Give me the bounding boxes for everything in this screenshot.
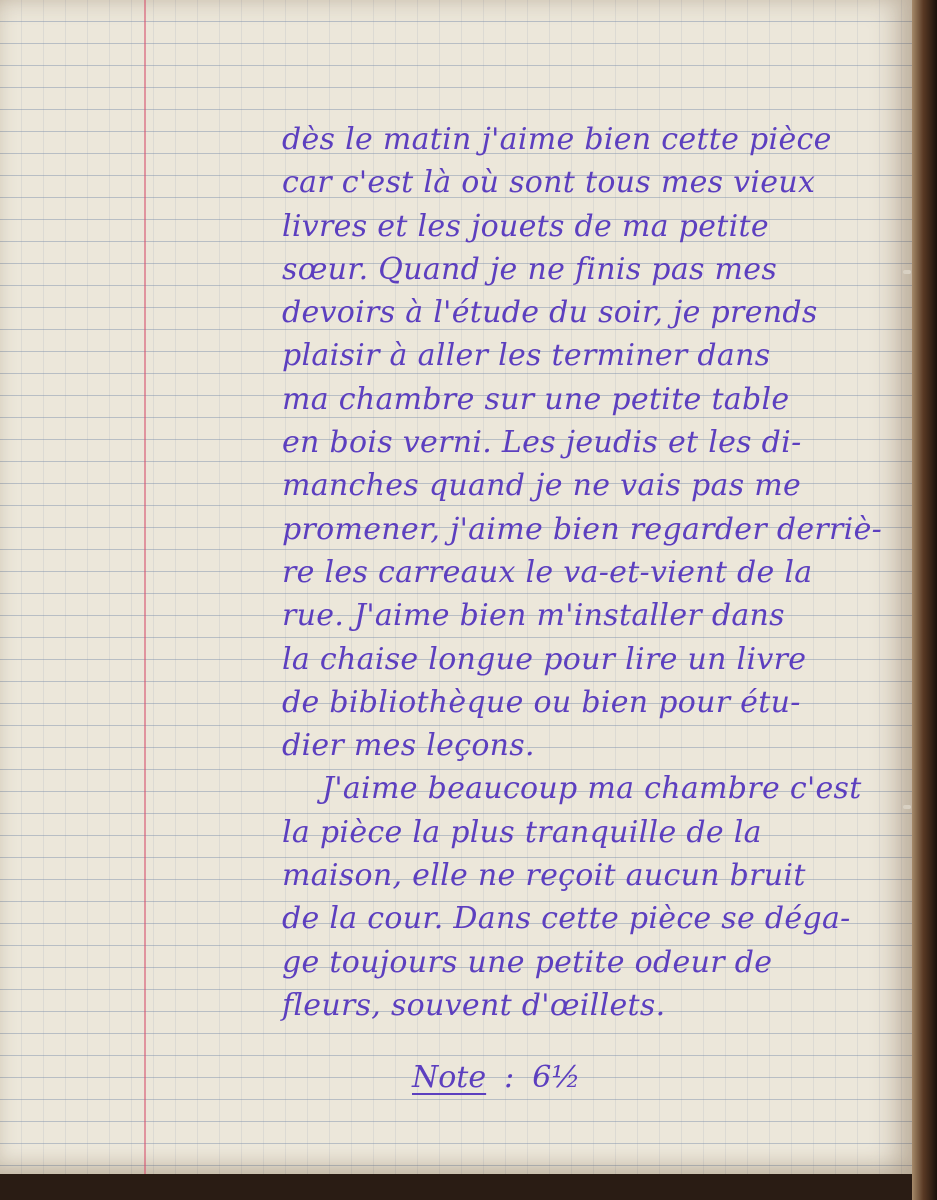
text-line: manches quand je ne vais pas me bbox=[282, 468, 802, 504]
text-line: rue. J'aime bien m'installer dans bbox=[282, 598, 785, 634]
grade-note bbox=[412, 1060, 580, 1095]
notebook-binding bbox=[912, 0, 937, 1200]
note-value: 6½ bbox=[532, 1060, 581, 1095]
text-line: dès le matin j'aime bien cette pièce bbox=[282, 122, 832, 157]
text-line: en bois verni. Les jeudis et les di- bbox=[282, 425, 802, 461]
handwritten-text bbox=[282, 118, 910, 1027]
text-line: la pièce la plus tranquille de la bbox=[282, 814, 762, 850]
text-line: plaisir à aller les terminer dans bbox=[282, 338, 771, 374]
text-line: ge toujours une petite odeur de bbox=[282, 944, 773, 980]
margin-rule bbox=[144, 0, 146, 1174]
binding-stitch bbox=[903, 270, 911, 274]
text-line: re les carreaux le va-et-vient de la bbox=[282, 554, 813, 590]
text-line: ma chambre sur une petite table bbox=[282, 381, 790, 417]
text-line: fleurs, souvent d'œillets. bbox=[282, 987, 666, 1023]
binding-stitch bbox=[903, 805, 911, 809]
note-label: Note bbox=[412, 1060, 487, 1095]
text-line: devoirs à l'étude du soir, je prends bbox=[282, 295, 818, 331]
text-line: livres et les jouets de ma petite bbox=[282, 208, 769, 244]
text-line: la chaise longue pour lire un livre bbox=[282, 641, 807, 677]
text-line: J'aime beaucoup ma chambre c'est bbox=[322, 771, 862, 807]
text-line: maison, elle ne reçoit aucun bruit bbox=[282, 858, 806, 894]
note-separator: : bbox=[504, 1060, 515, 1095]
text-line: sœur. Quand je ne finis pas mes bbox=[282, 251, 778, 287]
text-line: car c'est là où sont tous mes vieux bbox=[282, 165, 816, 201]
text-line: promener, j'aime bien regarder derriè- bbox=[282, 511, 883, 547]
text-line: de la cour. Dans cette pièce se déga- bbox=[282, 901, 851, 937]
text-line: dier mes leçons. bbox=[282, 728, 535, 764]
text-line: de bibliothèque ou bien pour étu- bbox=[282, 684, 801, 720]
